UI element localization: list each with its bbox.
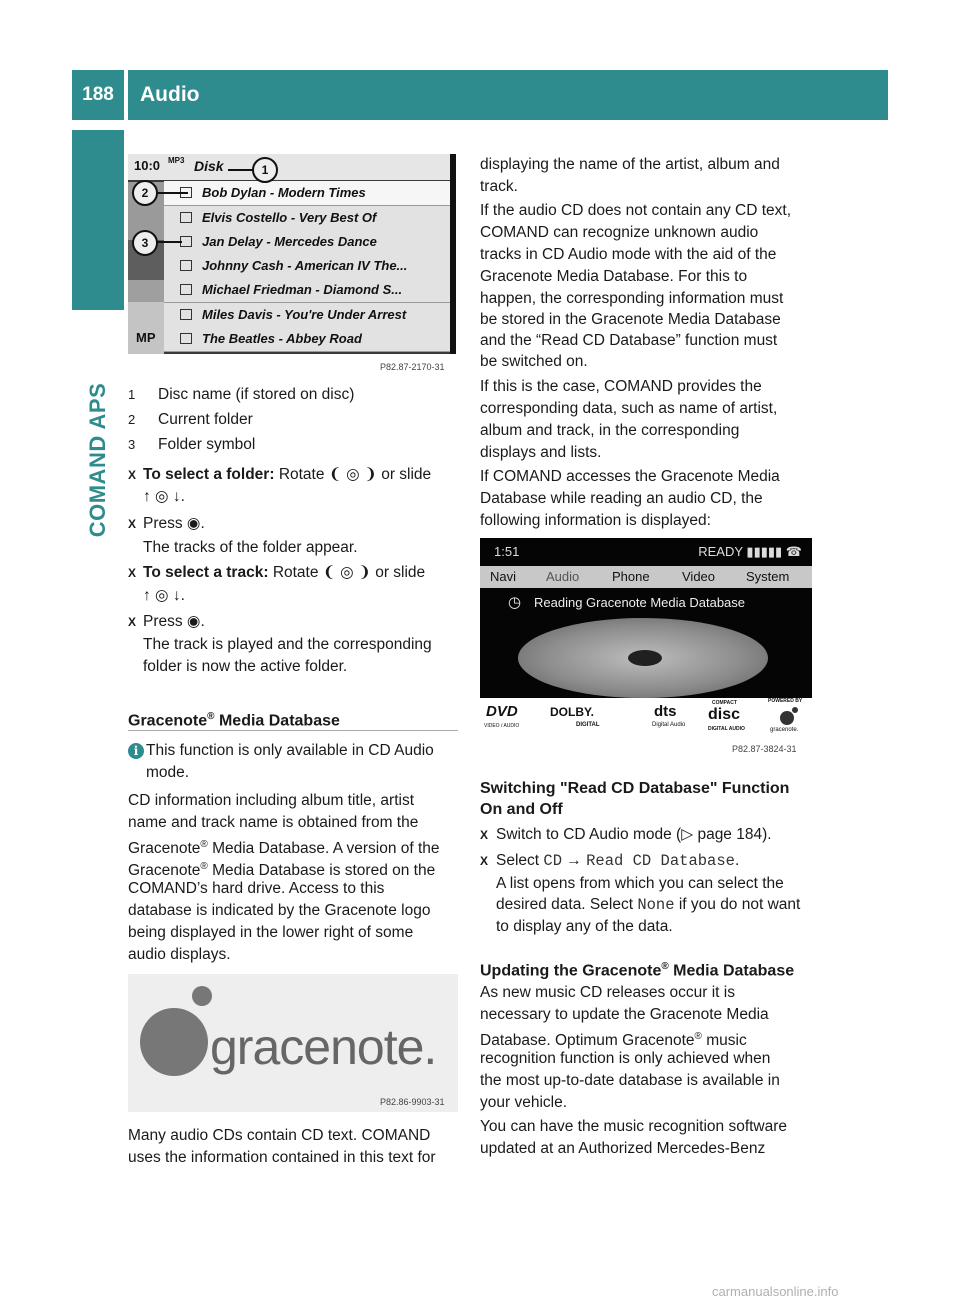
page-number: 188	[82, 84, 114, 105]
step-press: Press ◉.	[143, 613, 205, 630]
legend-item-2: 2	[128, 412, 136, 427]
gracenote-small-icon	[778, 706, 800, 726]
step-result: folder is now the active folder.	[143, 658, 348, 675]
watermark[interactable]: carmanualsonline.info	[712, 1284, 839, 1299]
figure-ref: P82.87-3824-31	[732, 744, 797, 754]
body-text: As new music CD releases occur it is	[480, 984, 735, 1001]
body-text: happen, the corresponding information must	[480, 290, 784, 307]
step-arrow-icon: X	[480, 854, 489, 868]
gracenote-wordmark: gracenote.	[210, 1019, 437, 1075]
step-result: to display any of the data.	[496, 918, 673, 935]
body-text: COMAND can recognize unknown audio	[480, 224, 759, 241]
folder-row[interactable]: Jan Delay - Mercedes Dance	[164, 230, 450, 255]
step-select-folder: To select a folder: Rotate ❨ ◎ ❩ or slide	[143, 466, 432, 483]
step-arrow-icon: X	[128, 615, 137, 629]
step-result: The tracks of the folder appear.	[143, 539, 358, 556]
folder-row[interactable]: Johnny Cash - American IV The...	[164, 254, 450, 279]
body-text: Many audio CDs contain CD text. COMAND	[128, 1127, 431, 1144]
step-text: ↑ ◎ ↓.	[143, 587, 185, 604]
body-text: your vehicle.	[480, 1094, 568, 1111]
gracenote-heading: Gracenote® Media Database	[128, 711, 340, 730]
body-text: If COMAND accesses the Gracenote Media	[480, 468, 780, 485]
body-text: corresponding data, such as name of artist,	[480, 400, 778, 417]
menu-system[interactable]: System	[746, 569, 790, 584]
body-text: recognition function is only achieved when	[480, 1050, 771, 1067]
heading-rule	[128, 730, 458, 731]
legend-text: Current folder	[158, 411, 253, 428]
step-result: The track is played and the corresponding	[143, 636, 432, 653]
step-select-read-cd: Select CD → Read CD Database.	[496, 852, 740, 870]
folder-icon	[180, 260, 192, 271]
clock-display: 10:0	[134, 158, 161, 173]
body-text: database is indicated by the Gracenote logo	[128, 902, 431, 919]
main-menu	[480, 566, 812, 588]
disk-title: Disk	[194, 158, 224, 174]
callout-1: 1	[252, 157, 278, 183]
folder-icon	[180, 333, 192, 344]
switch-heading: On and Off	[480, 801, 563, 818]
body-text: Database. Optimum Gracenote® music	[480, 1031, 747, 1050]
body-text: displays and lists.	[480, 444, 602, 461]
body-text: uses the information contained in this text for	[128, 1149, 436, 1166]
mp3-icon: MP3	[168, 156, 185, 165]
update-heading: Updating the Gracenote® Media Database	[480, 961, 795, 980]
body-text: Gracenote® Media Database. A version of the	[128, 839, 440, 858]
body-text: updated at an Authorized Mercedes-Benz	[480, 1140, 766, 1157]
callout-3: 3	[132, 230, 158, 256]
legend-item-1: 1	[128, 387, 136, 402]
body-text: Gracenote Media Database. For this to	[480, 268, 748, 285]
body-text: be switched on.	[480, 353, 588, 370]
legend-text: Folder symbol	[158, 436, 256, 453]
folder-icon	[180, 309, 192, 320]
step-text: Switch to CD Audio mode (▷ page 184).	[496, 826, 772, 843]
mode-label: MP	[136, 330, 156, 345]
section-title: Audio	[140, 83, 200, 106]
folder-icon	[180, 212, 192, 223]
step-select-track: To select a track: Rotate ❨ ◎ ❩ or slide	[143, 564, 426, 581]
body-text: necessary to update the Gracenote Media	[480, 1006, 769, 1023]
step-arrow-icon: X	[128, 468, 137, 482]
info-icon: i	[128, 743, 144, 759]
callout-2: 2	[132, 180, 158, 206]
dts-logo: dts	[654, 703, 677, 720]
info-text: This function is only available in CD Audio	[146, 742, 434, 759]
body-text: following information is displayed:	[480, 512, 711, 529]
body-text: If this is the case, COMAND provides the	[480, 378, 762, 395]
folder-row[interactable]: Miles Davis - You're Under Arrest	[164, 303, 450, 328]
menu-video[interactable]: Video	[682, 569, 716, 584]
body-text: COMAND’s hard drive. Access to this	[128, 880, 385, 897]
dolby-logo: DOLBY.	[550, 705, 595, 719]
body-text: name and track name is obtained from the	[128, 814, 419, 831]
sidebar-tab	[72, 130, 124, 310]
body-text: If the audio CD does not contain any CD text,	[480, 202, 792, 219]
info-text: mode.	[146, 764, 190, 781]
body-text: be stored in the Gracenote Media Database	[480, 311, 781, 328]
body-text: tracks in CD Audio mode with the aid of the	[480, 246, 777, 263]
body-text: and the “Read CD Database” function must	[480, 332, 778, 349]
body-text: track.	[480, 178, 518, 195]
body-text: Database while reading an audio CD, the	[480, 490, 763, 507]
gracenote-logo-icon	[136, 982, 216, 1082]
menu-navi[interactable]: Navi	[490, 569, 517, 584]
sidebar-label: COMAND APS	[85, 382, 110, 538]
clock-icon: ◷	[508, 594, 522, 611]
step-text: ↑ ◎ ↓.	[143, 488, 185, 505]
figure-ref: P82.87-2170-31	[380, 362, 445, 372]
body-text: You can have the music recognition software	[480, 1118, 788, 1135]
step-arrow-icon: X	[128, 566, 137, 580]
body-text: album and track, in the corresponding	[480, 422, 740, 439]
step-result: desired data. Select None if you do not want	[496, 896, 801, 914]
folder-row[interactable]: Bob Dylan - Modern Times	[164, 181, 450, 206]
menu-audio[interactable]: Audio	[546, 569, 580, 584]
body-text: being displayed in the lower right of some	[128, 924, 414, 941]
clock-display: 1:51	[494, 544, 520, 559]
switch-heading: Switching "Read CD Database" Function	[480, 780, 790, 797]
folder-row[interactable]: The Beatles - Abbey Road	[164, 327, 450, 352]
dvd-logo: DVD	[486, 703, 518, 720]
status-indicator: READY ▮▮▮▮▮ ☎	[698, 544, 802, 559]
gracenote-reading-screen	[480, 538, 812, 736]
folder-icon	[180, 284, 192, 295]
step-arrow-icon: X	[128, 517, 137, 531]
folder-row[interactable]: Elvis Costello - Very Best Of	[164, 206, 450, 231]
body-text: CD information including album title, artist	[128, 792, 415, 809]
header-bar	[128, 70, 888, 120]
body-text: Gracenote® Media Database is stored on the	[128, 861, 436, 880]
body-text: displaying the name of the artist, album and	[480, 156, 780, 173]
body-text: audio displays.	[128, 946, 231, 963]
legend-text: Disc name (if stored on disc)	[158, 386, 355, 403]
step-press: Press ◉.	[143, 515, 205, 532]
step-result: A list opens from which you can select the	[496, 875, 784, 892]
legend-item-3: 3	[128, 437, 136, 452]
menu-phone[interactable]: Phone	[612, 569, 650, 584]
body-text: the most up-to-date database is available in	[480, 1072, 780, 1089]
folder-row[interactable]: Michael Friedman - Diamond S...	[164, 278, 450, 303]
logo-strip: DVD VIDEO / AUDIO DOLBY. DIGITAL dts Digital Audio COMPACT disc DIGITAL AUDIO POWERED BY gracenote.	[480, 698, 812, 736]
compact-disc-logo: disc	[708, 706, 741, 723]
step-arrow-icon: X	[480, 828, 489, 842]
reading-status-text: Reading Gracenote Media Database	[534, 595, 746, 610]
disk-folder-screen	[128, 154, 456, 354]
figure-ref: P82.86-9903-31	[380, 1097, 445, 1107]
